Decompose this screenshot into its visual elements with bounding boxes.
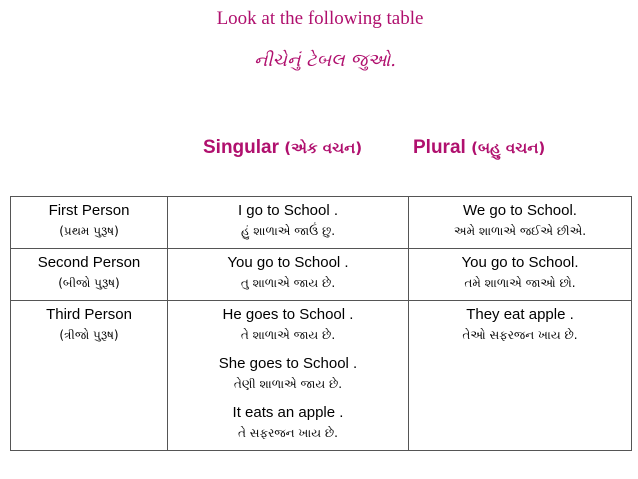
plural-sentence-english: They eat apple .	[466, 306, 574, 323]
singular-sentence-english: It eats an apple .	[232, 404, 344, 421]
plural-sentence-gujarati: તેઓ સફરજન ખાય છે.	[462, 328, 578, 342]
singular-cell	[168, 249, 409, 301]
person-gujarati: (ત્રીજો પુરૂષ)	[59, 328, 119, 342]
plural-sentence-gujarati: તમે શાળાએ જાઓ છો.	[464, 276, 576, 290]
singular-sentence-english: He goes to School .	[222, 306, 354, 323]
plural-sentence-gujarati: અમે શાળાએ જઈએ છીએ.	[453, 224, 587, 238]
plural-sentence-english: We go to School.	[463, 202, 577, 219]
singular-sentence-english: You go to School .	[227, 254, 349, 271]
person-english: First Person	[48, 202, 130, 219]
person-gujarati: (બીજો પુરૂષ)	[58, 276, 120, 290]
person-cell	[11, 301, 168, 451]
plural-cell	[409, 301, 632, 451]
singular-sentence-english: I go to School .	[237, 202, 339, 219]
person-english: Third Person	[46, 306, 132, 323]
singular-sentence-gujarati: તે શાળાએ જાય છે.	[240, 328, 336, 342]
singular-sentence-gujarati: તુ શાળાએ જાય છે.	[240, 276, 336, 290]
singular-cell	[168, 197, 409, 249]
plural-heading-english: Plural	[413, 137, 466, 158]
person-english: Second Person	[37, 254, 141, 271]
grammar-person-table	[10, 196, 632, 451]
plural-heading-gujarati: (બહુ વચન)	[471, 139, 546, 157]
singular-sentence-gujarati: હું શાળાએ જાઉં છુ.	[240, 224, 336, 238]
person-gujarati: (પ્રથમ પુરૂષ)	[59, 224, 119, 238]
singular-heading-english: Singular	[203, 137, 280, 158]
plural-sentence-english: You go to School.	[461, 254, 579, 271]
page-title: Look at the following table	[216, 8, 424, 29]
singular-cell	[168, 301, 409, 451]
plural-cell	[409, 249, 632, 301]
singular-column-heading	[203, 137, 362, 159]
plural-column-heading	[413, 137, 545, 159]
person-cell	[11, 249, 168, 301]
page-subtitle-gujarati: નીચેનું ટેબલ જુઓ.	[254, 50, 396, 71]
singular-sentence-gujarati: તે સફરજન ખાય છે.	[238, 426, 338, 440]
table-row-first-person	[11, 197, 632, 249]
table-row-second-person	[11, 249, 632, 301]
singular-sentence-english: She goes to School .	[218, 355, 358, 372]
singular-heading-gujarati: (એક વચન)	[284, 139, 363, 157]
singular-sentence-gujarati: તેણી શાળાએ જાય છે.	[233, 377, 343, 391]
table-row-third-person	[11, 301, 632, 451]
person-cell	[11, 197, 168, 249]
plural-cell	[409, 197, 632, 249]
